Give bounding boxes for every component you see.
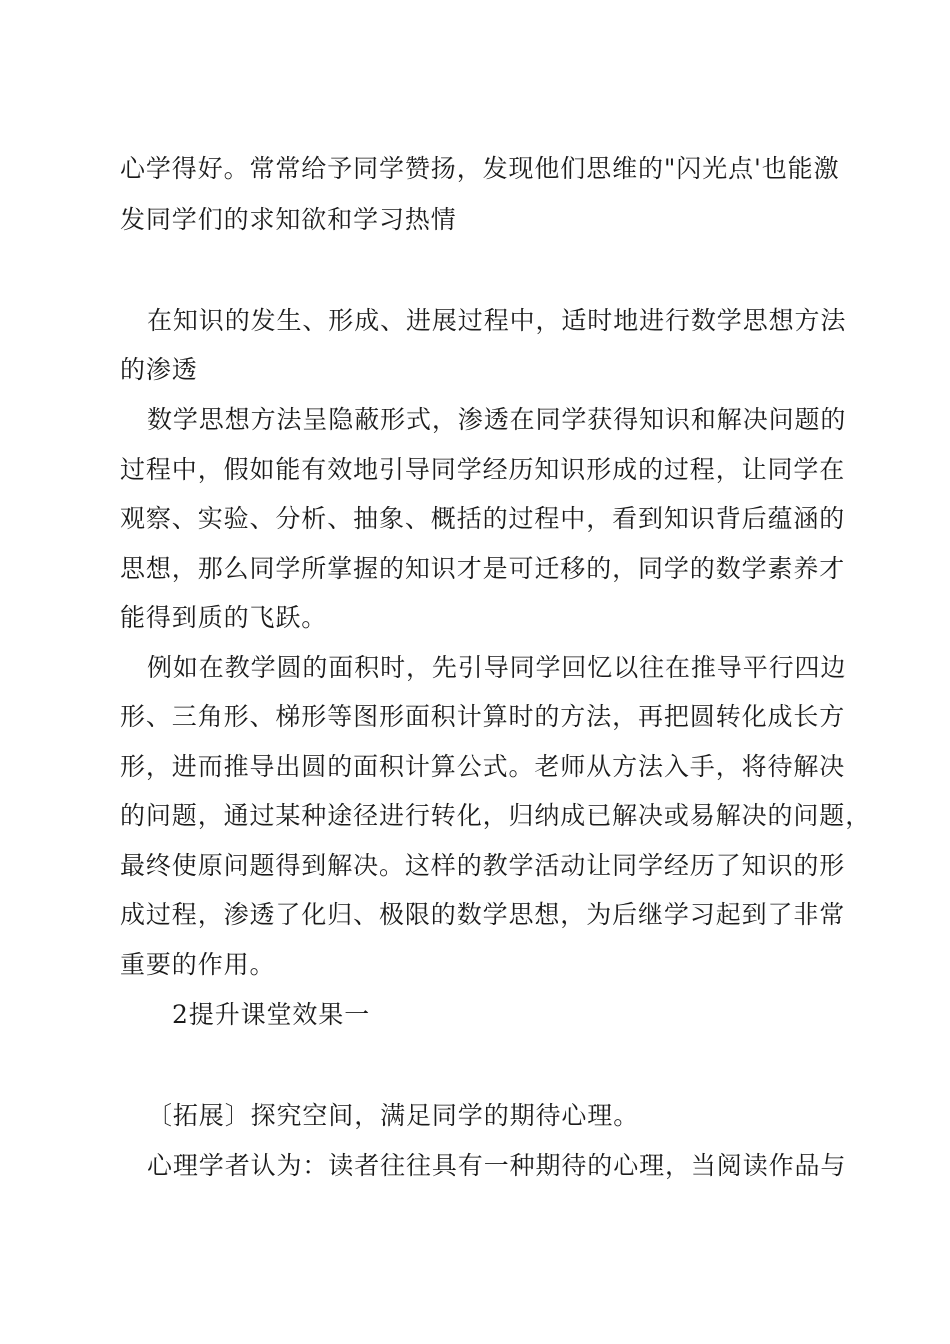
- text-line: 最终使原问题得到解决。这样的教学活动让同学经历了知识的形: [120, 851, 846, 880]
- text-line: 观察、实验、分析、抽象、概括的过程中，看到知识背后蕴涵的: [120, 504, 846, 533]
- text-line: 形、三角形、梯形等图形面积计算时的方法，再把圆转化成长方: [120, 702, 846, 731]
- text-line: 发同学们的求知欲和学习热情: [120, 205, 457, 234]
- text-line: 形，进而推导出圆的面积计算公式。老师从方法入手，将待解决: [120, 752, 846, 781]
- text-line: 心理学者认为：读者往往具有一种期待的心理，当阅读作品与: [147, 1151, 847, 1180]
- text-line: 心学得好。常常给予同学赞扬，发现他们思维的"闪光点'也能激: [120, 154, 840, 183]
- text-line: 数学思想方法呈隐蔽形式，渗透在同学获得知识和解决问题的: [147, 405, 847, 434]
- text-line: 例如在教学圆的面积时，先引导同学回忆以往在推导平行四边: [147, 653, 847, 682]
- section-heading: 在知识的发生、形成、进展过程中，适时地进行数学思想方法: [147, 306, 847, 335]
- subsection-heading: 〔拓展〕探究空间，满足同学的期待心理。: [147, 1101, 640, 1130]
- text-line: 成过程，渗透了化归、极限的数学思想，为后继学习起到了非常: [120, 900, 846, 929]
- text-line: 的问题，通过某种途径进行转化，归纳成已解决或易解决的问题，: [120, 801, 872, 830]
- text-line: 重要的作用。: [120, 950, 276, 979]
- section-heading: 2提升课堂效果一: [172, 1000, 371, 1029]
- text-line: 能得到质的飞跃。: [120, 603, 328, 632]
- text-line: 思想，那么同学所掌握的知识才是可迁移的，同学的数学素养才: [120, 554, 846, 583]
- section-heading-continued: 的渗透: [120, 355, 198, 384]
- text-line: 过程中，假如能有效地引导同学经历知识形成的过程，让同学在: [120, 455, 846, 484]
